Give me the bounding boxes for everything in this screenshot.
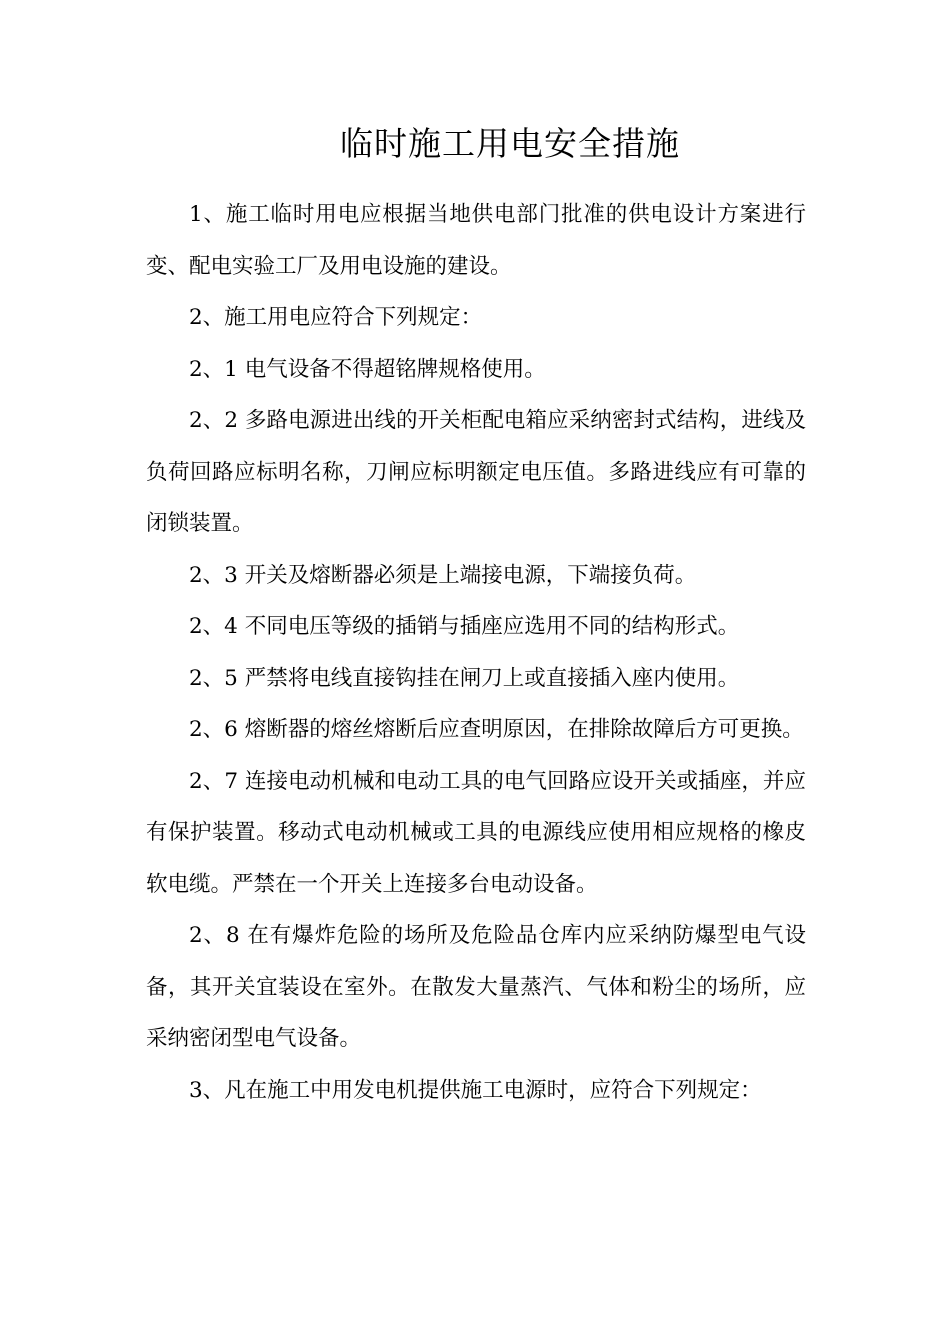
paragraph: 2、2 多路电源进出线的开关柜配电箱应采纳密封式结构，进线及负荷回路应标明名称，刀闸应标明额定电压值。多路进线应有可靠的闭锁装置。 xyxy=(146,408,806,536)
paragraph: 1、施工临时用电应根据当地供电部门批准的供电设计方案进行变、配电实验工厂及用电设施的建设。 xyxy=(146,202,806,279)
paragraph: 2、1 电气设备不得超铭牌规格使用。 xyxy=(189,356,546,382)
document-title: 临时施工用电安全措施 xyxy=(340,124,680,163)
paragraph: 2、8 在有爆炸危险的场所及危险品仓库内应采纳防爆型电气设备，其开关宜装设在室外。在散发大量蒸汽、气体和粉尘的场所，应采纳密闭型电气设备。 xyxy=(146,923,806,1051)
paragraph: 2、施工用电应符合下列规定： xyxy=(189,305,483,330)
document-body xyxy=(146,189,806,1116)
paragraph: 2、5 严禁将电线直接钩挂在闸刀上或直接插入座内使用。 xyxy=(189,665,740,691)
paragraph: 2、6 熔断器的熔丝熔断后应查明原因，在排除故障后方可更换。 xyxy=(189,717,804,742)
paragraph: 2、3 开关及熔断器必须是上端接电源，下端接负荷。 xyxy=(189,562,697,588)
paragraph: 3、凡在施工中用发电机提供施工电源时，应符合下列规定： xyxy=(189,1077,762,1103)
paragraph: 2、7 连接电动机械和电动工具的电气回路应设开关或插座，并应有保护装置。移动式电动机械或工具的电源线应使用相应规格的橡皮软电缆。严禁在一个开关上连接多台电动设备。 xyxy=(146,768,806,897)
paragraph: 2、4 不同电压等级的插销与插座应选用不同的结构形式。 xyxy=(189,614,740,639)
